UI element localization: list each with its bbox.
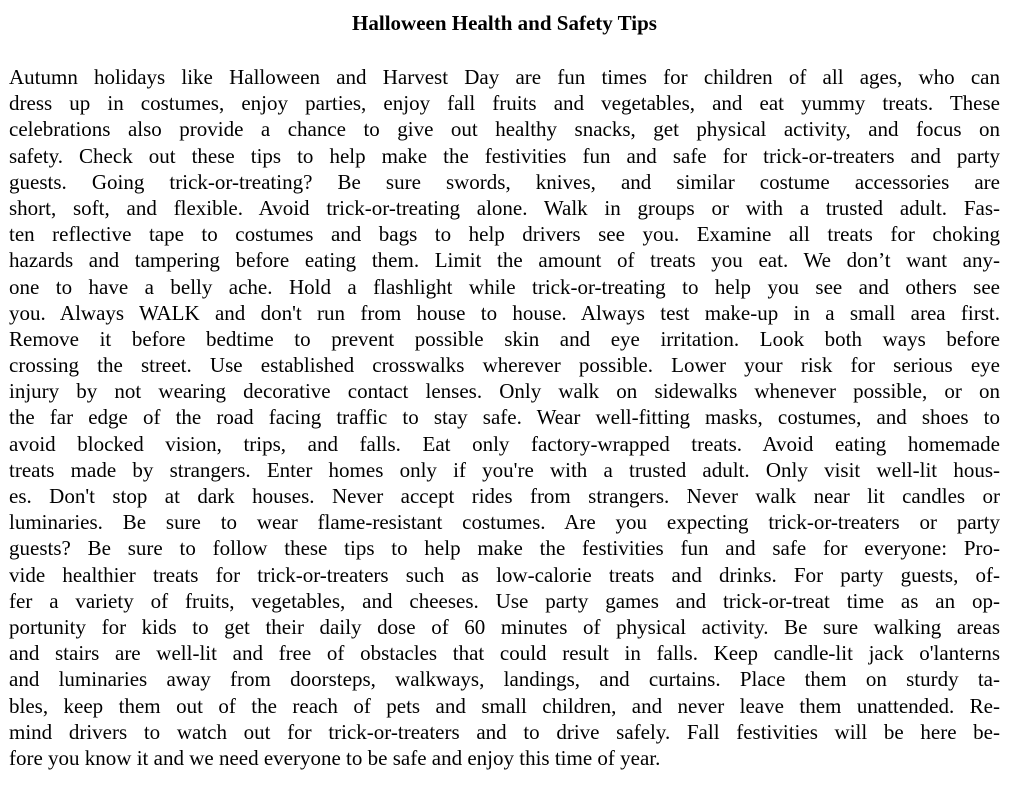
paragraph-line: es. Don't stop at dark houses. Never accept rides from strangers. Never walk near lit candles or bbox=[9, 484, 1000, 508]
paragraph-line: you. Always WALK and don't run from house to house. Always test make-up in a small area first. bbox=[9, 300, 1000, 325]
paragraph-line: vide healthier treats for trick-or-treaters such as low-calorie treats and drinks. For party guests, of- bbox=[9, 562, 1000, 587]
paragraph-line: crossing the street. Use established crosswalks wherever possible. Lower your risk for serious eye bbox=[9, 353, 1000, 378]
paragraph-line: treats made by strangers. Enter homes only if you're with a trusted adult. Only visit well-lit hous- bbox=[9, 457, 1000, 482]
paragraph-line: mind drivers to watch out for trick-or-treaters and to drive safely. Fall festivities will be here be- bbox=[9, 719, 1000, 744]
paragraph-line: celebrations also provide a chance to give out healthy snacks, get physical activity, and focus on bbox=[9, 117, 1000, 142]
paragraph-line: avoid blocked vision, trips, and falls. Eat only factory-wrapped treats. Avoid eating homemade bbox=[9, 431, 1000, 456]
paragraph-line: dress up in costumes, enjoy parties, enjoy fall fruits and vegetables, and eat yummy treats. These bbox=[9, 91, 1000, 116]
paragraph-line: hazards and tampering before eating them. Limit the amount of treats you eat. We don’t want any- bbox=[9, 248, 1000, 273]
paragraph-line: and luminaries away from doorsteps, walkways, landings, and curtains. Place them on sturdy ta- bbox=[9, 667, 1000, 692]
paragraph-line: short, soft, and flexible. Avoid trick-or-treating alone. Walk in groups or with a trusted adult. Fas- bbox=[9, 195, 1000, 220]
paragraph-line: Autumn holidays like Halloween and Harvest Day are fun times for children of all ages, who can bbox=[9, 65, 1000, 89]
paragraph-line: Remove it before bedtime to prevent possible skin and eye irritation. Look both ways before bbox=[9, 326, 1000, 351]
paragraph-line: guests? Be sure to follow these tips to help make the festivities fun and safe for everyone: Pro- bbox=[9, 536, 1000, 561]
page-title: Halloween Health and Safety Tips bbox=[352, 11, 657, 35]
paragraph-line: guests. Going trick-or-treating? Be sure swords, knives, and similar costume accessories are bbox=[9, 169, 1000, 194]
paragraph-line: one to have a belly ache. Hold a flashlight while trick-or-treating to help you see and others see bbox=[9, 274, 1000, 299]
paragraph-line: fer a variety of fruits, vegetables, and cheeses. Use party games and trick-or-treat time as an op- bbox=[9, 588, 1000, 613]
paragraph-line: injury by not wearing decorative contact lenses. Only walk on sidewalks whenever possible, or on bbox=[9, 379, 1000, 404]
paragraph-line: safety. Check out these tips to help make the festivities fun and safe for trick-or-treaters and party bbox=[9, 143, 1000, 168]
document-page bbox=[9, 0, 1000, 771]
paragraph-line: luminaries. Be sure to wear flame-resistant costumes. Are you expecting trick-or-treaters or party bbox=[9, 510, 1000, 535]
paragraph-line: bles, keep them out of the reach of pets and small children, and never leave them unattended. Re- bbox=[9, 693, 1000, 718]
body-paragraph bbox=[9, 36, 1000, 771]
paragraph-line: ten reflective tape to costumes and bags to help drivers see you. Examine all treats for choking bbox=[9, 222, 1000, 247]
paragraph-line: and stairs are well-lit and free of obstacles that could result in falls. Keep candle-lit jack o'lanterns bbox=[9, 641, 1000, 666]
paragraph-line: the far edge of the road facing traffic to stay safe. Wear well-fitting masks, costumes, and shoes to bbox=[9, 405, 1000, 430]
paragraph-line: portunity for kids to get their daily dose of 60 minutes of physical activity. Be sure walking areas bbox=[9, 614, 1000, 639]
paragraph-line: fore you know it and we need everyone to be safe and enjoy this time of year. bbox=[9, 745, 661, 770]
